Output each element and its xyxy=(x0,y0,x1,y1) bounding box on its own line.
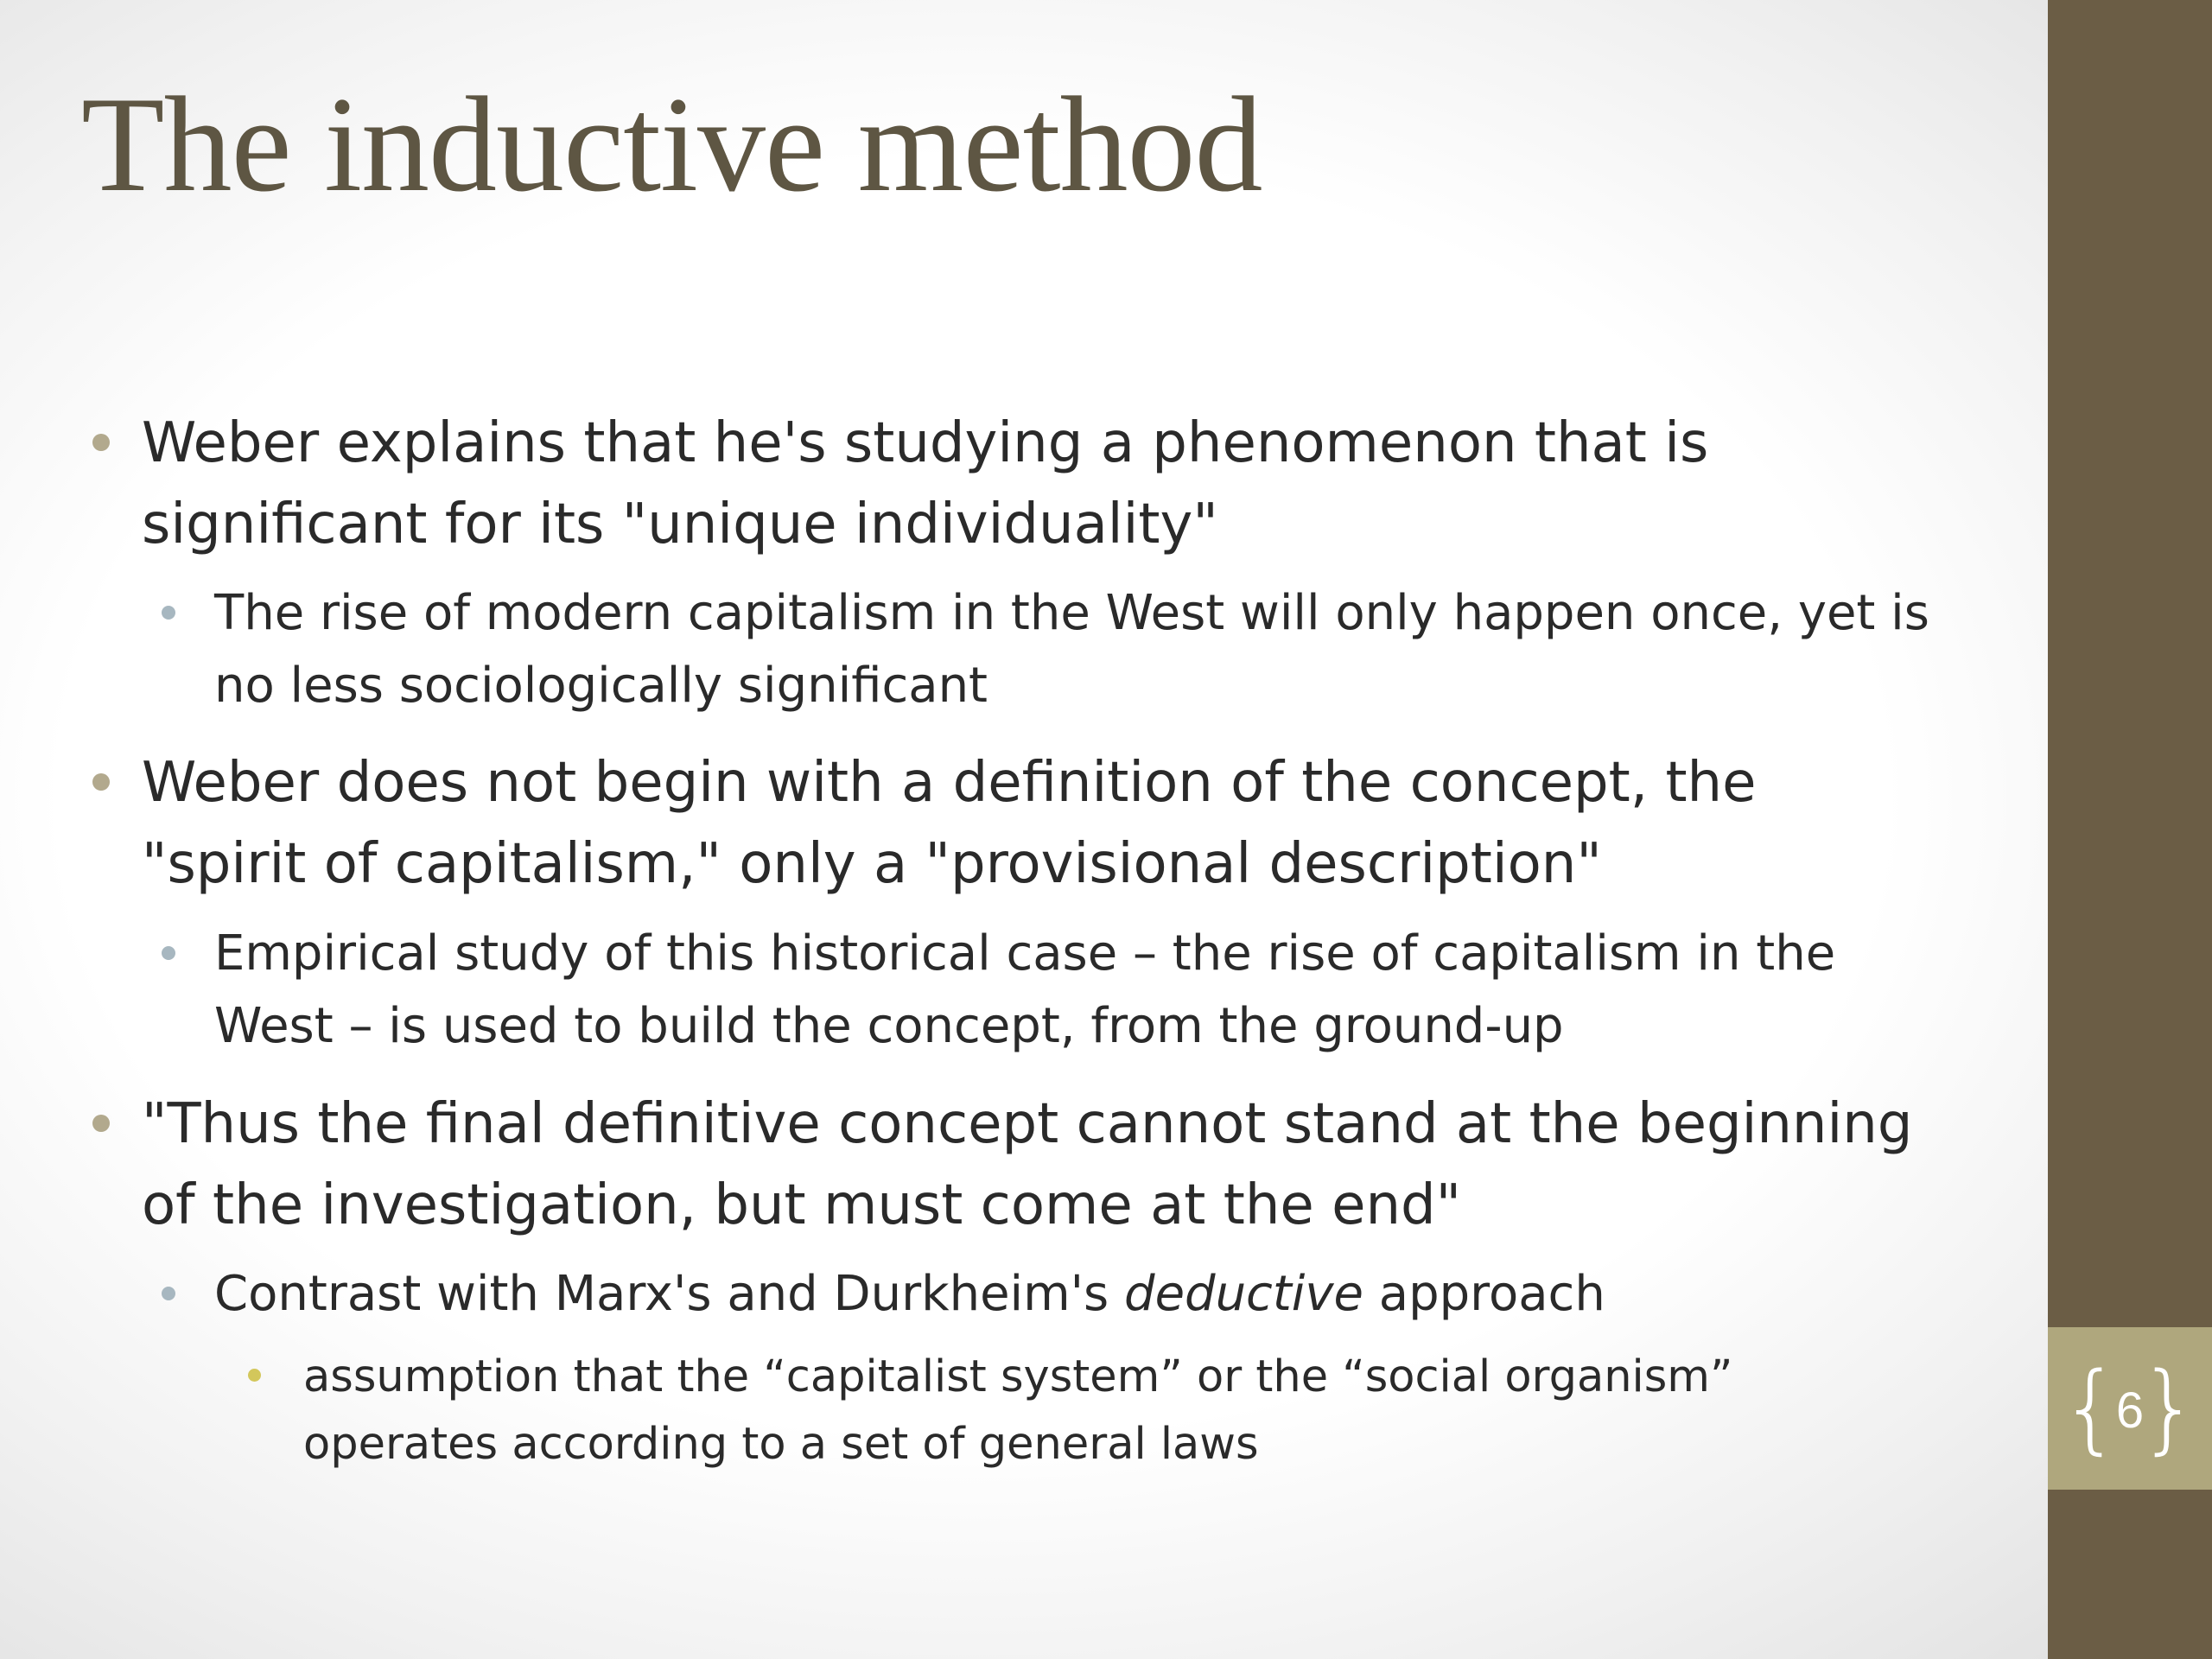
bullet-text: The rise of modern capitalism in the West will only happen once, yet is no less sociologically significant xyxy=(214,585,1929,714)
right-brace-icon: } xyxy=(2138,1352,2200,1465)
bullet-dot-icon xyxy=(92,1115,110,1132)
bullet-text-part: Contrast with Marx's and Durkheim's xyxy=(214,1266,1125,1322)
bullet-dot-icon xyxy=(162,606,175,620)
slide-title: The inductive method xyxy=(81,69,1262,220)
bullet-item-level3 xyxy=(303,1344,1807,1478)
bullet-item-level1 xyxy=(142,403,1922,565)
bullet-text: assumption that the “capitalist system” or the “social organism” operates according to a set of general laws xyxy=(303,1351,1733,1470)
bullet-item-level1 xyxy=(142,1084,1922,1246)
bullet-item-level2 xyxy=(214,1258,1942,1331)
bullet-text-part: approach xyxy=(1363,1266,1605,1322)
bullet-dot-icon xyxy=(92,773,110,791)
bullet-text: "Thus the final definitive concept cannot stand at the beginning of the investigation, but must come at the end" xyxy=(142,1092,1913,1237)
bullet-dot-icon xyxy=(248,1369,261,1382)
page-number: 6 xyxy=(2115,1382,2145,1439)
page-number-badge xyxy=(2048,1327,2212,1490)
bullet-text: Weber explains that he's studying a phenomenon that is significant for its "unique individuality" xyxy=(142,411,1709,556)
bullet-dot-icon xyxy=(162,946,175,960)
bullet-text: Weber does not begin with a definition of the concept, the "spirit of capitalism," only a "provisional description" xyxy=(142,751,1757,896)
bullet-item-level1 xyxy=(142,742,1922,905)
bullet-text-emphasis: deductive xyxy=(1124,1266,1363,1322)
left-brace-icon: { xyxy=(2060,1352,2122,1465)
bullet-item-level2 xyxy=(214,918,1942,1063)
bullet-dot-icon xyxy=(92,434,110,451)
bullet-dot-icon xyxy=(162,1287,175,1300)
bullet-item-level2 xyxy=(214,577,1942,722)
bullet-text: Empirical study of this historical case – the rise of capitalism in the West – is used to build the concept, from the ground-up xyxy=(214,925,1836,1054)
